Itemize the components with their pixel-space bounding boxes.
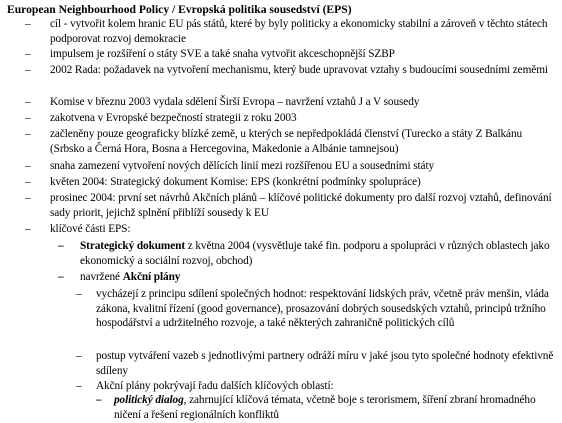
list-item: 2002 Rada: požadavek na vytvoření mechanismu, který bude upravovat vztahy s budoucími sousedními zeměmi [50,64,548,76]
dash-bullet: – [76,288,82,300]
sub-sub-list-item: Akční plány pokrývají řadu dalších klíčových oblastí: [96,380,334,392]
document-title: European Neighbourhood Policy / Evropská politika sousedství (EPS) [7,3,352,16]
item-text: navržené [80,271,123,283]
dash-bullet: – [58,271,64,283]
list-item: začleněny pouze geograficky blízké země, u kterých se nepředpokládá členství (Turecko a státy Z Balkánu (Srbsko a Černá Hora, Bosna a Hercegovina, Makedonie a Albánie tamnejsou) [50,128,523,155]
sub-list-item [80,239,558,268]
dash-bullet: – [25,128,31,140]
list-item: zakotvena v Evropské bezpečností strategii z roku 2003 [50,112,297,124]
dash-bullet: – [25,112,31,124]
dash-bullet: – [25,223,31,235]
dash-bullet: – [25,160,31,172]
list-item: impulsem je rozšíření o státy SVE a také snaha vytvořit akceschopnější SZBP [50,48,395,60]
list-item: cíl - vytvořit kolem hranic EU pás států, které by byly politicky a ekonomicky stabilní a zároveň v těchto státech podporovat rozvoj demokracie [50,18,548,45]
list-item: snaha zamezení vytvoření nových dělících linií mezi rozšířenou EU a sousedními státy [50,160,435,172]
item-text: , zahrnující klíčová témata, včetně boje s terorismem, šíření zbraní hromadného ničení a řešení regionálních konfliktů [114,394,536,421]
dash-bullet: – [25,96,31,108]
dash-bullet: – [25,18,31,30]
sub-list-item [80,270,558,285]
bold-italic-term: politický dialog [114,394,184,406]
list-item: Komise v březnu 2003 vydala sdělení Širší Evropa – navržení vztahů J a V sousedy [50,96,420,108]
dash-bullet: – [96,394,102,406]
list-item: klíčové části EPS: [50,223,131,235]
list-item: prosinec 2004: první set návrhů Akčních plánů – klíčové politické dokumenty pro další rozvoj vztahů, definování sady priorit, jejichž splnění přiblíží sousedy k EU [50,192,552,219]
level4-list-item [114,393,558,422]
dash-bullet: – [25,176,31,188]
list-item: květen 2004: Strategický dokument Komise: EPS (konkrétní podmínky spolupráce) [50,176,421,188]
dash-bullet: – [25,192,31,204]
bold-term: Strategický dokument [80,240,186,252]
sub-sub-list-item: vycházejí z principu sdílení společných hodnot: respektování lidských práv, včetně práv menšin, vláda zákona, kvalitní řízení (good governance), prosazování dobrých sousedských vztahů, principů tržního hospodářství a udržitelného rozvoje, a také některých zahraničně politických cílů [96,288,549,330]
dash-bullet: – [76,380,82,392]
dash-bullet: – [25,64,31,76]
sub-sub-list-item: postup vytváření vazeb s jednotlivými partnery odráží míru v jaké jsou tyto společné hodnoty efektivně sdíleny [96,350,554,377]
dash-bullet: – [58,240,64,252]
dash-bullet: – [76,350,82,362]
dash-bullet: – [25,48,31,60]
bold-term: Akční plány [122,271,181,283]
item-text: z května 2004 (vysvětluje také fin. podporu a spolupráci v různých oblastech jako ekonomický a sociální rozvoj, obchod) [80,240,550,267]
